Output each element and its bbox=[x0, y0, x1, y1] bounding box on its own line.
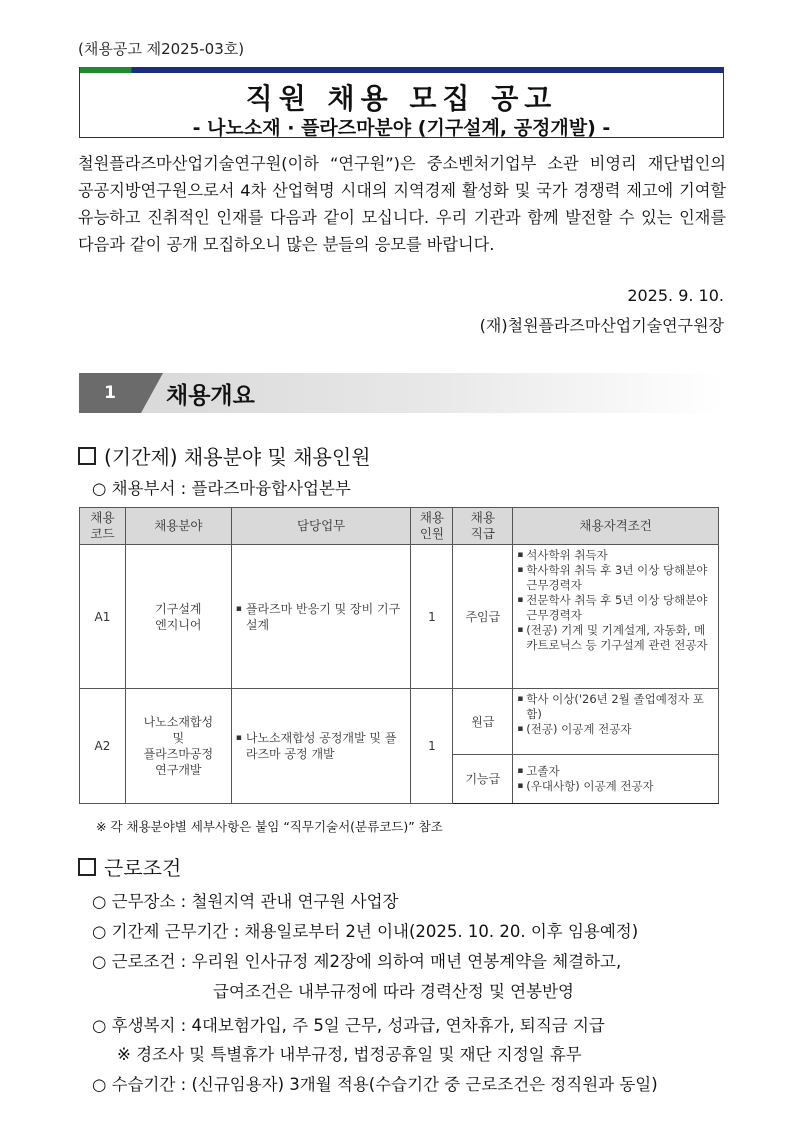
page-title: 직원 채용 모집 공고 bbox=[245, 82, 558, 115]
grade-cell: 원급 bbox=[453, 689, 513, 755]
bullet-icon: ▪ bbox=[235, 603, 242, 614]
notice-number: (채용공고 제2025-03호) bbox=[78, 40, 245, 58]
condition-item: ○ 기간제 근무기간 : 채용일로부터 2년 이내(2025. 10. 20. 이후 임용예정) bbox=[92, 922, 639, 941]
organization-signature: (재)철원플라즈마산업기술연구원장 bbox=[479, 316, 724, 335]
bullet-icon: ▪ bbox=[235, 733, 242, 743]
notice-date: 2025. 9. 10. bbox=[627, 286, 724, 305]
intro-paragraph: 철원플라즈마산업기술연구원(이하 “연구원”)은 중소벤처기업부 소관 비영리 재단법인의 공공지방연구원으로서 4차 산업혁명 시대의 지역경제 활성화 및 국가 경쟁력 제고에 기여할 유능하고 진취적인 인재를 다음과 같이 모십니다. 우리 기관과 함께 발전할 수 있는 인재를 다음과 같이 공개 모집하오니 많은 분들의 응모를 바랍니다. bbox=[78, 154, 726, 254]
field-cell: 나노소재합성 및 플라즈마공정 연구개발 bbox=[125, 689, 231, 804]
section-notch bbox=[141, 373, 163, 413]
fields-heading-text: (기간제) 채용분야 및 채용인원 bbox=[104, 445, 371, 469]
condition-item: ○ 후생복지 : 4대보험가입, 주 5일 근무, 성과급, 연차휴가, 퇴직금 지급 bbox=[92, 1016, 605, 1035]
checkbox-icon bbox=[78, 447, 96, 465]
section-number: 1 bbox=[79, 373, 141, 413]
code-cell: A1 bbox=[80, 545, 126, 689]
qual-item: ▪ 석사학위 취득자 bbox=[517, 548, 714, 563]
table-header-row bbox=[80, 508, 719, 545]
qual-item: ▪ (전공) 이공계 전공자 bbox=[517, 722, 714, 737]
qual-cell bbox=[513, 545, 719, 689]
condition-note: ※ 경조사 및 특별휴가 내부규정, 법정공휴일 및 재단 지정일 휴무 bbox=[117, 1045, 582, 1064]
condition-item: ○ 근로조건 : 우리원 인사규정 제2장에 의하여 매년 연봉계약을 체결하고, bbox=[92, 952, 622, 971]
duty-cell bbox=[231, 545, 411, 689]
header-field: 채용분야 bbox=[125, 508, 231, 545]
qual-cell bbox=[513, 689, 719, 755]
checkbox-icon bbox=[78, 858, 96, 876]
count-cell: 1 bbox=[411, 545, 453, 689]
field-cell: 기구설계 엔지니어 bbox=[125, 545, 231, 689]
qual-item: ▪ 고졸자 bbox=[517, 764, 714, 779]
qual-cell bbox=[513, 755, 719, 804]
header-count: 채용 인원 bbox=[411, 508, 453, 545]
count-cell: 1 bbox=[411, 689, 453, 804]
header-qual: 채용자격조건 bbox=[513, 508, 719, 545]
section-title: 채용개요 bbox=[166, 383, 255, 409]
qual-item: ▪ 전문학사 취득 후 5년 이상 당해분야 근무경력자 bbox=[517, 593, 714, 623]
grade-cell: 기능급 bbox=[453, 755, 513, 804]
header-duty: 담당업무 bbox=[231, 508, 411, 545]
table-row bbox=[80, 689, 719, 755]
qual-item: ▪ (전공) 기계 및 기계설계, 자동화, 메카트로닉스 등 기구설계 관련 전공자 bbox=[517, 623, 714, 653]
qual-item: ▪ 학사학위 취득 후 3년 이상 당해분야 근무경력자 bbox=[517, 563, 714, 593]
title-box bbox=[79, 67, 724, 138]
recruitment-table bbox=[79, 507, 719, 804]
fields-heading bbox=[78, 441, 371, 470]
conditions-heading-text: 근로조건 bbox=[104, 856, 182, 880]
conditions-heading bbox=[78, 852, 181, 881]
header-grade: 채용 직급 bbox=[453, 508, 513, 545]
qual-item: ▪ (우대사항) 이공계 전공자 bbox=[517, 779, 714, 794]
duty-text: 나노소재합성 공정개발 및 플라즈마 공정 개발 bbox=[245, 731, 397, 761]
duty-text: 플라즈마 반응기 및 장비 기구설계 bbox=[245, 601, 401, 632]
department-line: ○ 채용부서 : 플라즈마융합사업본부 bbox=[92, 479, 351, 498]
duty-cell bbox=[231, 689, 411, 804]
condition-item-continued: 급여조건은 내부규정에 따라 경력산정 및 연봉반영 bbox=[213, 982, 574, 1001]
condition-item: ○ 수습기간 : (신규임용자) 3개월 적용(수습기간 중 근로조건은 정직원과 동일) bbox=[92, 1075, 658, 1094]
table-row bbox=[80, 545, 719, 689]
condition-item: ○ 근무장소 : 철원지역 관내 연구원 사업장 bbox=[92, 892, 399, 911]
title-stripe bbox=[80, 67, 723, 73]
header-code: 채용 코드 bbox=[80, 508, 126, 545]
code-cell: A2 bbox=[80, 689, 126, 804]
page-subtitle: - 나노소재 · 플라즈마분야 (기구설계, 공정개발) - bbox=[192, 117, 611, 139]
table-note: ※ 각 채용분야별 세부사항은 붙임 “직무기술서(분류코드)” 참조 bbox=[96, 819, 443, 834]
qual-item: ▪ 학사 이상('26년 2월 졸업예정자 포함) bbox=[517, 692, 714, 722]
grade-cell: 주임급 bbox=[453, 545, 513, 689]
